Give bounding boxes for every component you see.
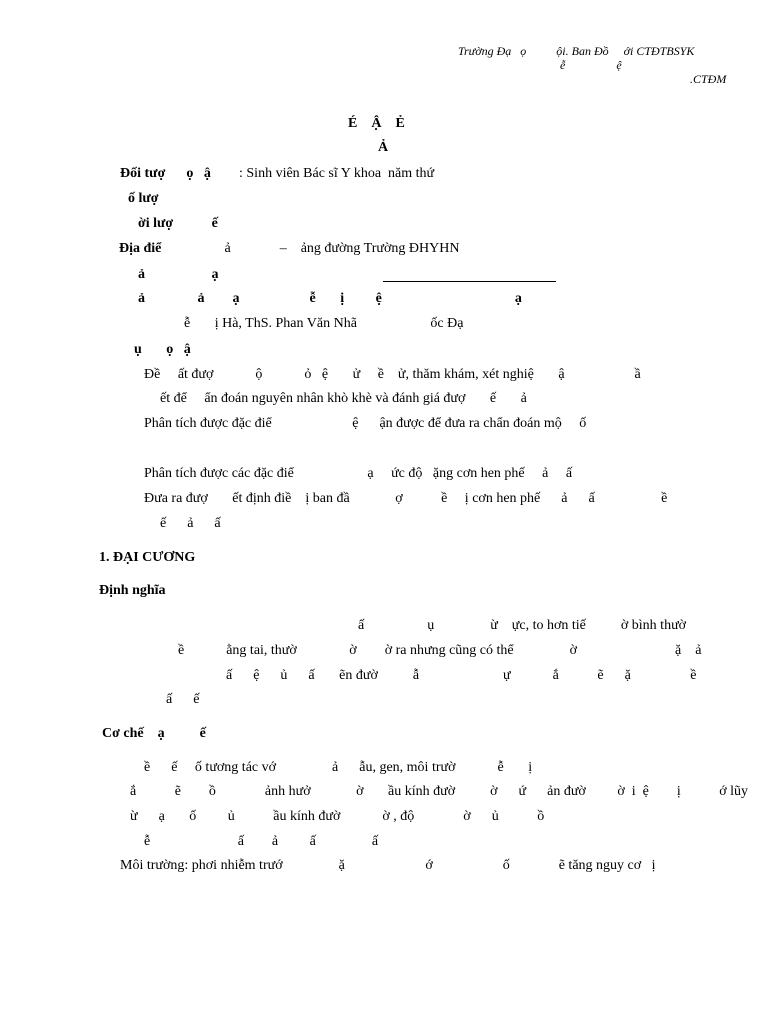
document-title: É Ậ Ẻ xyxy=(348,116,405,131)
audience-value: : Sinh viên Bác sĩ Y khoa năm thứ xyxy=(239,166,435,181)
definition-line: ấ ệ ủ ấ ẽn đườ ẫ ự ắ ẽ ặ ề xyxy=(226,668,697,683)
mechanism-heading: Cơ chế ạ ế xyxy=(102,726,206,741)
mechanism-line: Môi trường: phơi nhiễm trướ ặ ớ ố ẽ tăng nguy cơ ị xyxy=(120,858,656,873)
header-line-2: ễ ệ xyxy=(560,58,622,72)
date-blank-line xyxy=(383,281,556,282)
location-value: ả – ảng đường Trường ĐHYHN xyxy=(186,241,460,256)
definition-heading: Định nghĩa xyxy=(99,583,166,598)
header-line-3: .CTĐM xyxy=(690,72,727,86)
definition-line: ề ằng tai, thườ ờ ờ ra nhưng cũng có thể ờ ặ ả xyxy=(178,643,702,658)
date-label: ả ạ xyxy=(138,267,219,282)
lecturer-names: ễ ị Hà, ThS. Phan Văn Nhã ốc Đạ xyxy=(184,316,464,331)
objective-item: Phân tích được các đặc điể ạ ức độ ặng cơn hen phế ả ấ xyxy=(144,466,573,481)
objectives-heading: ụ ọ ậ xyxy=(134,342,191,357)
mechanism-line: ễ ấ ả ấ ấ xyxy=(144,834,379,849)
definition-line: ấ ụ ừ ực, to hơn tiế ờ bình thườ xyxy=(358,618,687,633)
location-label: Địa điể xyxy=(119,241,162,256)
audience-label: Đối tượ ọ ậ xyxy=(120,166,211,181)
header-line-1: Trường Đạ ọ ội. Ban Đồ ới CTĐTBSYK xyxy=(458,44,695,58)
quantity-label: ố lượ xyxy=(128,191,159,206)
mechanism-line: ắ ẽ ồ ảnh hưở ờ ầu kính đườ ờ ứ ản đườ ờ i ệ ị ớ lũy xyxy=(130,784,749,799)
document-subtitle: Ả xyxy=(378,140,389,155)
objective-item: Phân tích được đặc điể ệ ận được để đưa ra chẩn đoán mộ ố xyxy=(144,416,587,431)
lecturer-label: ả ả ạ ễ ị ệ ạ xyxy=(138,291,522,306)
objective-item: Đưa ra đượ ết định điề ị ban đầ ợ ề ị cơn hen phế ả ấ ề xyxy=(144,491,668,506)
duration-label: ời lượ ế xyxy=(138,216,218,231)
objective-item: ết để ẩn đoán nguyên nhân khò khè và đánh giá đượ ế ả xyxy=(160,391,527,406)
mechanism-line: ừ ạ ố ủ ầu kính đườ ờ , độ ờ ủ ồ xyxy=(130,809,545,824)
objective-item: Đề ất đượ ộ ỏ ệ ử ề ử, thăm khám, xét nghiệ ậ ầ xyxy=(144,367,641,382)
objective-item: ế ả ấ xyxy=(160,516,221,531)
mechanism-line: ề ế ố tương tác vớ ả ẫu, gen, môi trườ ễ ị xyxy=(144,760,533,775)
section-heading: 1. ĐẠI CƯƠNG xyxy=(99,550,196,565)
definition-line: ấ ế xyxy=(166,692,200,707)
